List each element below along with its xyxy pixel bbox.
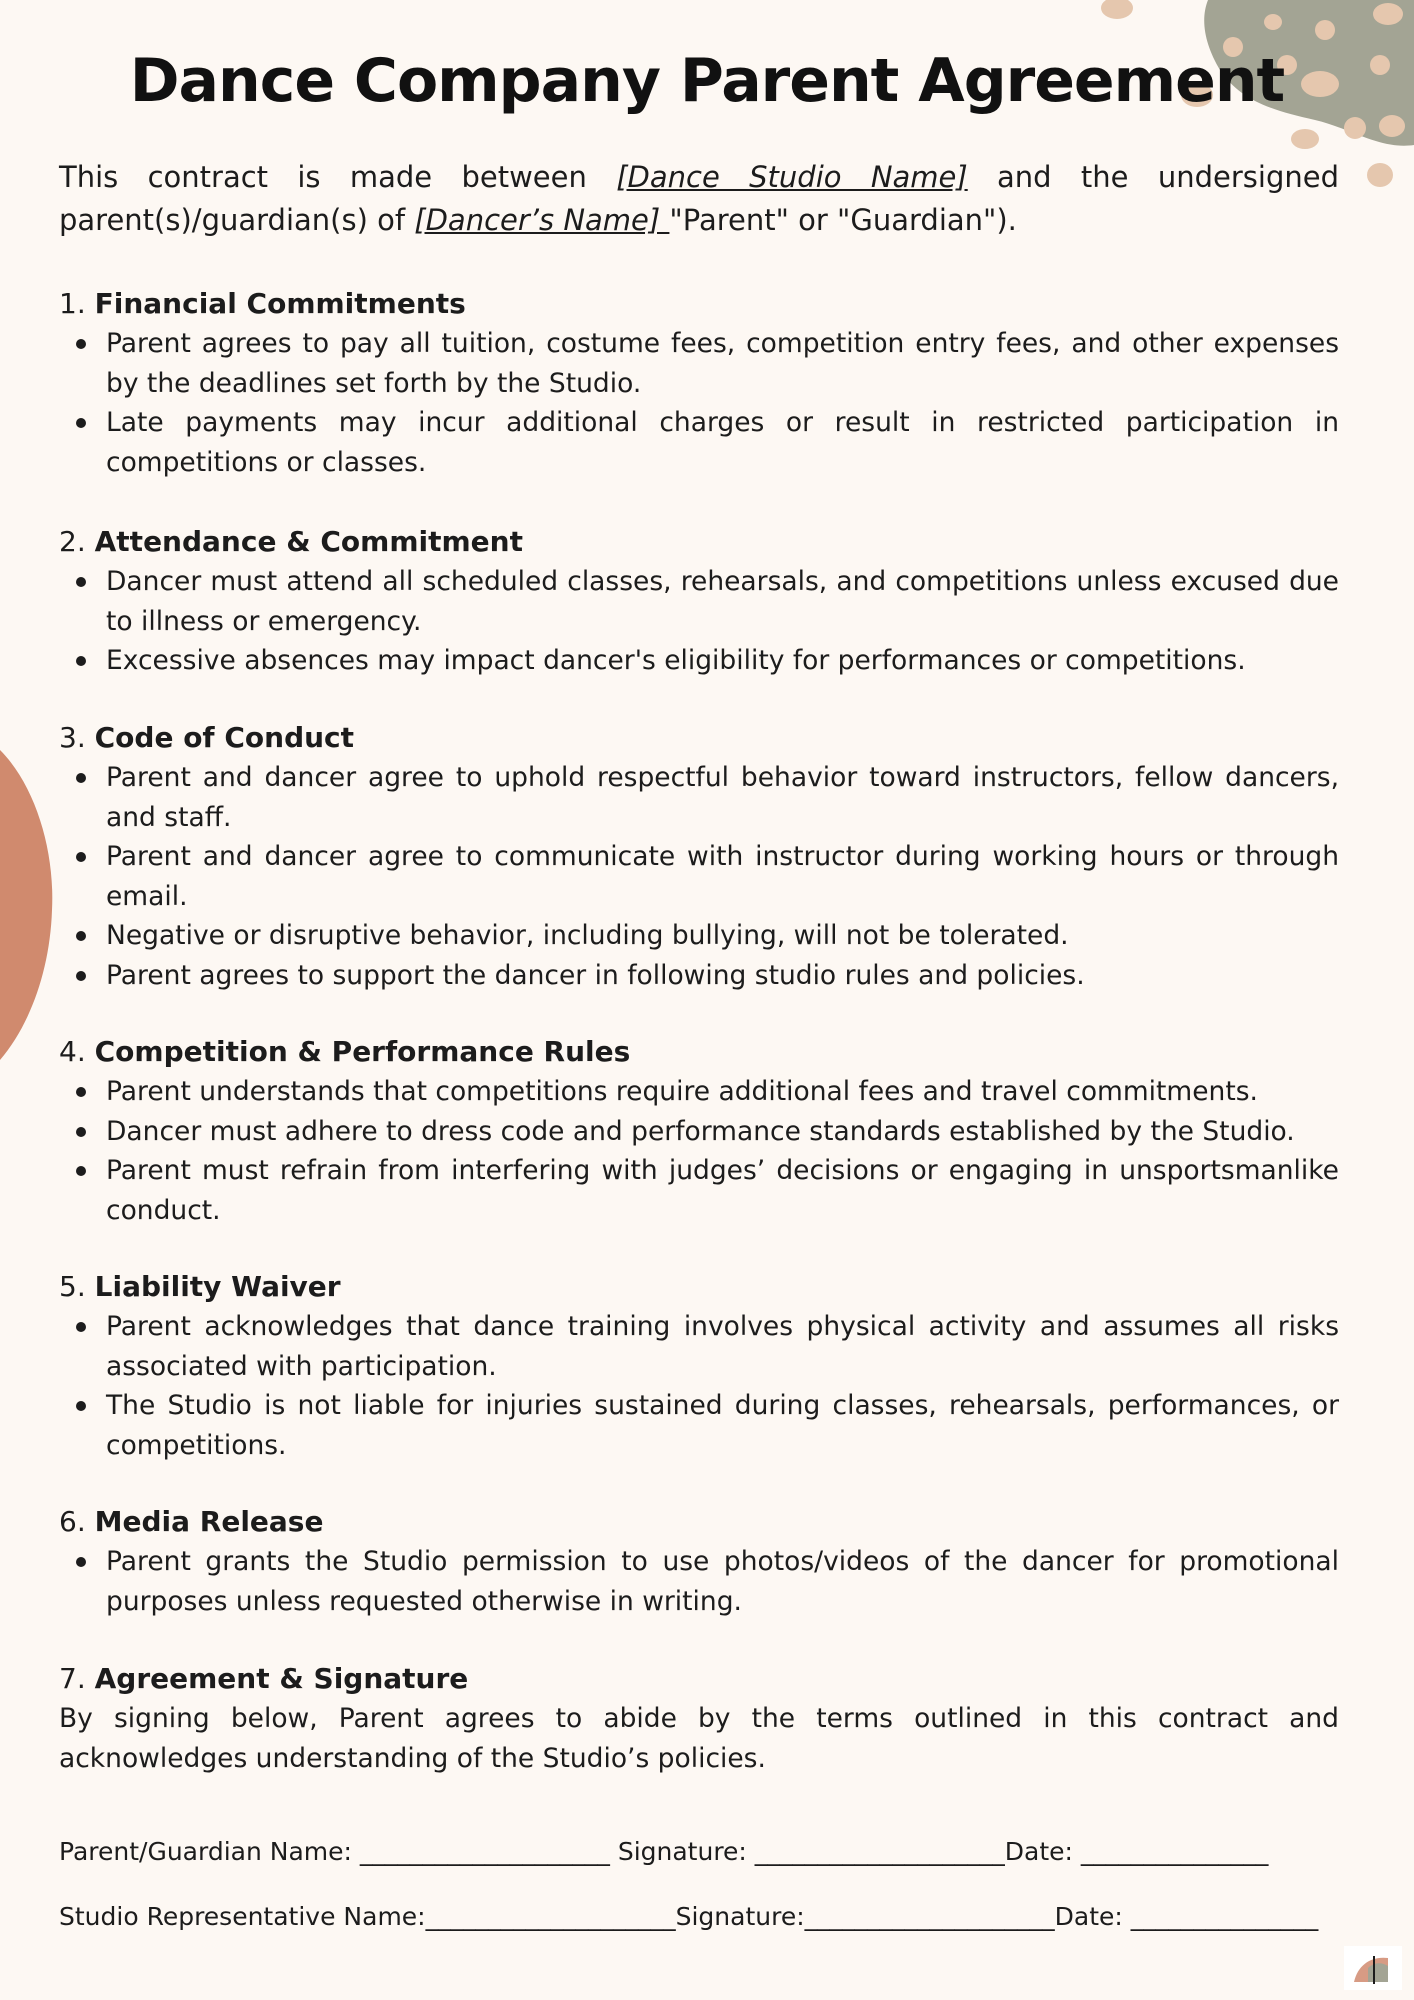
- agreement-paragraph: By signing below, Parent agrees to abide by the terms outlined in this contract and acknowledges understanding of the Studio’s policies.: [59, 1703, 1339, 1774]
- section-heading: 1. Financial Commitments: [59, 287, 466, 320]
- list-item: Parent understands that competitions require additional fees and travel commitments.: [59, 1072, 1339, 1112]
- dot: [1373, 3, 1403, 25]
- list-item: Excessive absences may impact dancer's eligibility for performances or competitions.: [59, 641, 1339, 681]
- dot: [1344, 117, 1366, 139]
- list-item: Dancer must adhere to dress code and performance standards established by the Studio.: [59, 1112, 1339, 1152]
- list-item: Parent grants the Studio permission to use photos/videos of the dancer for promotional purposes unless requested otherwise in writing.: [59, 1542, 1339, 1621]
- bullet-list: [59, 562, 1339, 681]
- intro-text: "Parent" or "Guardian").: [669, 203, 1017, 237]
- logo-icon: [1344, 1946, 1402, 1990]
- dancer-name-placeholder: [Dancer’s Name]: [414, 203, 670, 237]
- section-heading: 6. Media Release: [59, 1505, 324, 1538]
- list-item: Parent must refrain from interfering with judges’ decisions or engaging in unsportsmanlike conduct.: [59, 1151, 1339, 1230]
- list-item: Parent acknowledges that dance training involves physical activity and assumes all risks associated with participation.: [59, 1307, 1339, 1386]
- section-heading: 7. Agreement & Signature: [59, 1662, 469, 1695]
- bullet-list: [59, 324, 1339, 482]
- list-item: The Studio is not liable for injuries sustained during classes, rehearsals, performances, or competitions.: [59, 1386, 1339, 1465]
- dot: [1291, 129, 1319, 149]
- section-code-of-conduct: [59, 718, 1339, 995]
- dot: [1101, 0, 1133, 19]
- list-item: Negative or disruptive behavior, including bullying, will not be tolerated.: [59, 916, 1339, 956]
- bullet-list: [59, 1072, 1339, 1230]
- list-item: Parent agrees to support the dancer in following studio rules and policies.: [59, 956, 1339, 996]
- dot: [1367, 163, 1393, 187]
- section-heading: 3. Code of Conduct: [59, 721, 355, 754]
- list-item: Dancer must attend all scheduled classes, rehearsals, and competitions unless excused due to illness or emergency.: [59, 562, 1339, 641]
- bullet-list: [59, 758, 1339, 995]
- section-agreement-signature: [59, 1659, 1339, 1778]
- page-title: Dance Company Parent Agreement: [129, 46, 1285, 116]
- list-item: Parent and dancer agree to communicate with instructor during working hours or through email.: [59, 837, 1339, 916]
- section-media-release: [59, 1502, 1339, 1621]
- terracotta-blob: [0, 750, 52, 1060]
- intro-text: and the undersigned parent(s)/guardian(s) of: [59, 160, 1339, 237]
- studio-signature-line: Studio Representative Name:____________________Signature:____________________Date: _______________: [59, 1902, 1319, 1931]
- list-item: Parent and dancer agree to uphold respectful behavior toward instructors, fellow dancers, and staff.: [59, 758, 1339, 837]
- list-item: Late payments may incur additional charges or result in restricted participation in competitions or classes.: [59, 403, 1339, 482]
- list-item: Parent agrees to pay all tuition, costume fees, competition entry fees, and other expenses by the deadlines set forth by the Studio.: [59, 324, 1339, 403]
- intro-paragraph: [59, 156, 1339, 242]
- section-competition-performance-rules: [59, 1032, 1339, 1230]
- bullet-list: [59, 1542, 1339, 1621]
- dot: [1315, 20, 1335, 40]
- section-liability-waiver: [59, 1267, 1339, 1465]
- section-heading: 2. Attendance & Commitment: [59, 525, 523, 558]
- section-attendance-commitment: [59, 522, 1339, 681]
- studio-name-placeholder: [Dance Studio Name]: [616, 160, 968, 194]
- parent-signature-line: Parent/Guardian Name: ____________________ Signature: ____________________Date: _______________: [59, 1837, 1269, 1866]
- section-heading: 4. Competition & Performance Rules: [59, 1035, 631, 1068]
- section-financial-commitments: [59, 284, 1339, 482]
- bullet-list: [59, 1307, 1339, 1465]
- intro-text: This contract is made between: [59, 160, 617, 194]
- left-decoration: [0, 750, 60, 1060]
- dot: [1264, 14, 1282, 30]
- dot: [1379, 115, 1405, 137]
- section-heading: 5. Liability Waiver: [59, 1270, 341, 1303]
